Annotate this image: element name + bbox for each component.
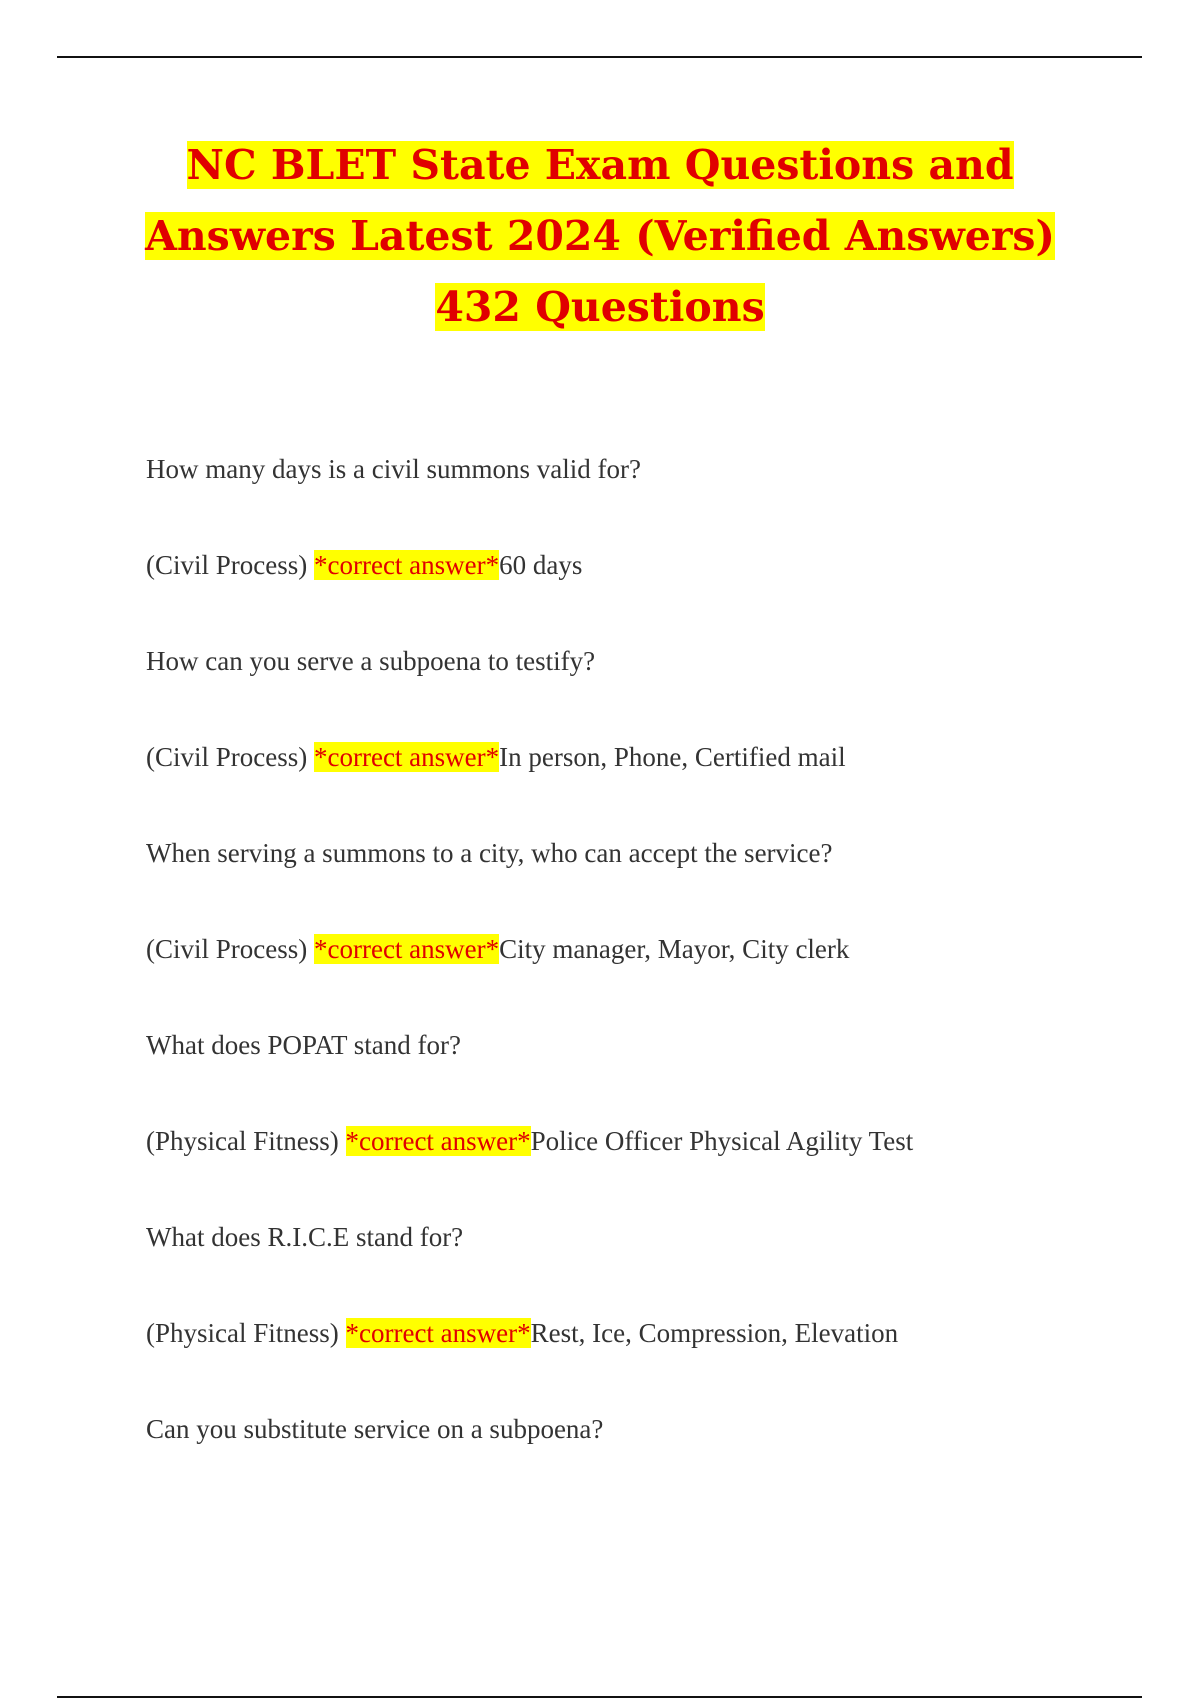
question-6: Can you substitute service on a subpoena? <box>146 1414 604 1444</box>
answer-4 <box>146 1124 913 1158</box>
answer-5 <box>146 1316 898 1350</box>
bottom-rule <box>57 1696 1142 1698</box>
answer-3 <box>146 932 849 966</box>
answer-2-text: In person, Phone, Certified mail <box>499 742 846 772</box>
answer-2 <box>146 740 846 774</box>
answer-3-category: (Civil Process) <box>146 934 308 964</box>
question-2: How can you serve a subpoena to testify? <box>146 646 596 676</box>
answer-3-text: City manager, Mayor, City clerk <box>499 934 850 964</box>
answer-4-marker: *correct answer* <box>345 1126 531 1156</box>
answer-4-text: Police Officer Physical Agility Test <box>530 1126 914 1156</box>
answer-5-marker: *correct answer* <box>345 1318 531 1348</box>
answer-5-text: Rest, Ice, Compression, Elevation <box>530 1318 899 1348</box>
question-1: How many days is a civil summons valid for? <box>146 454 641 484</box>
answer-2-category: (Civil Process) <box>146 742 308 772</box>
top-rule <box>57 56 1142 58</box>
answer-1-marker: *correct answer* <box>314 550 500 580</box>
answer-5-category: (Physical Fitness) <box>146 1318 339 1348</box>
question-3: When serving a summons to a city, who can accept the service? <box>146 838 833 868</box>
answer-3-marker: *correct answer* <box>314 934 500 964</box>
answer-1-text: 60 days <box>499 550 583 580</box>
title-line-3: 432 Questions <box>435 283 765 331</box>
answer-4-category: (Physical Fitness) <box>146 1126 339 1156</box>
answer-1 <box>146 548 582 582</box>
question-4: What does POPAT stand for? <box>146 1030 461 1060</box>
answer-2-marker: *correct answer* <box>314 742 500 772</box>
answer-1-category: (Civil Process) <box>146 550 308 580</box>
question-5: What does R.I.C.E stand for? <box>146 1222 464 1252</box>
document-title <box>100 130 1100 343</box>
title-line-2: Answers Latest 2024 (Verified Answers) <box>145 212 1055 260</box>
title-line-1: NC BLET State Exam Questions and <box>186 141 1014 189</box>
